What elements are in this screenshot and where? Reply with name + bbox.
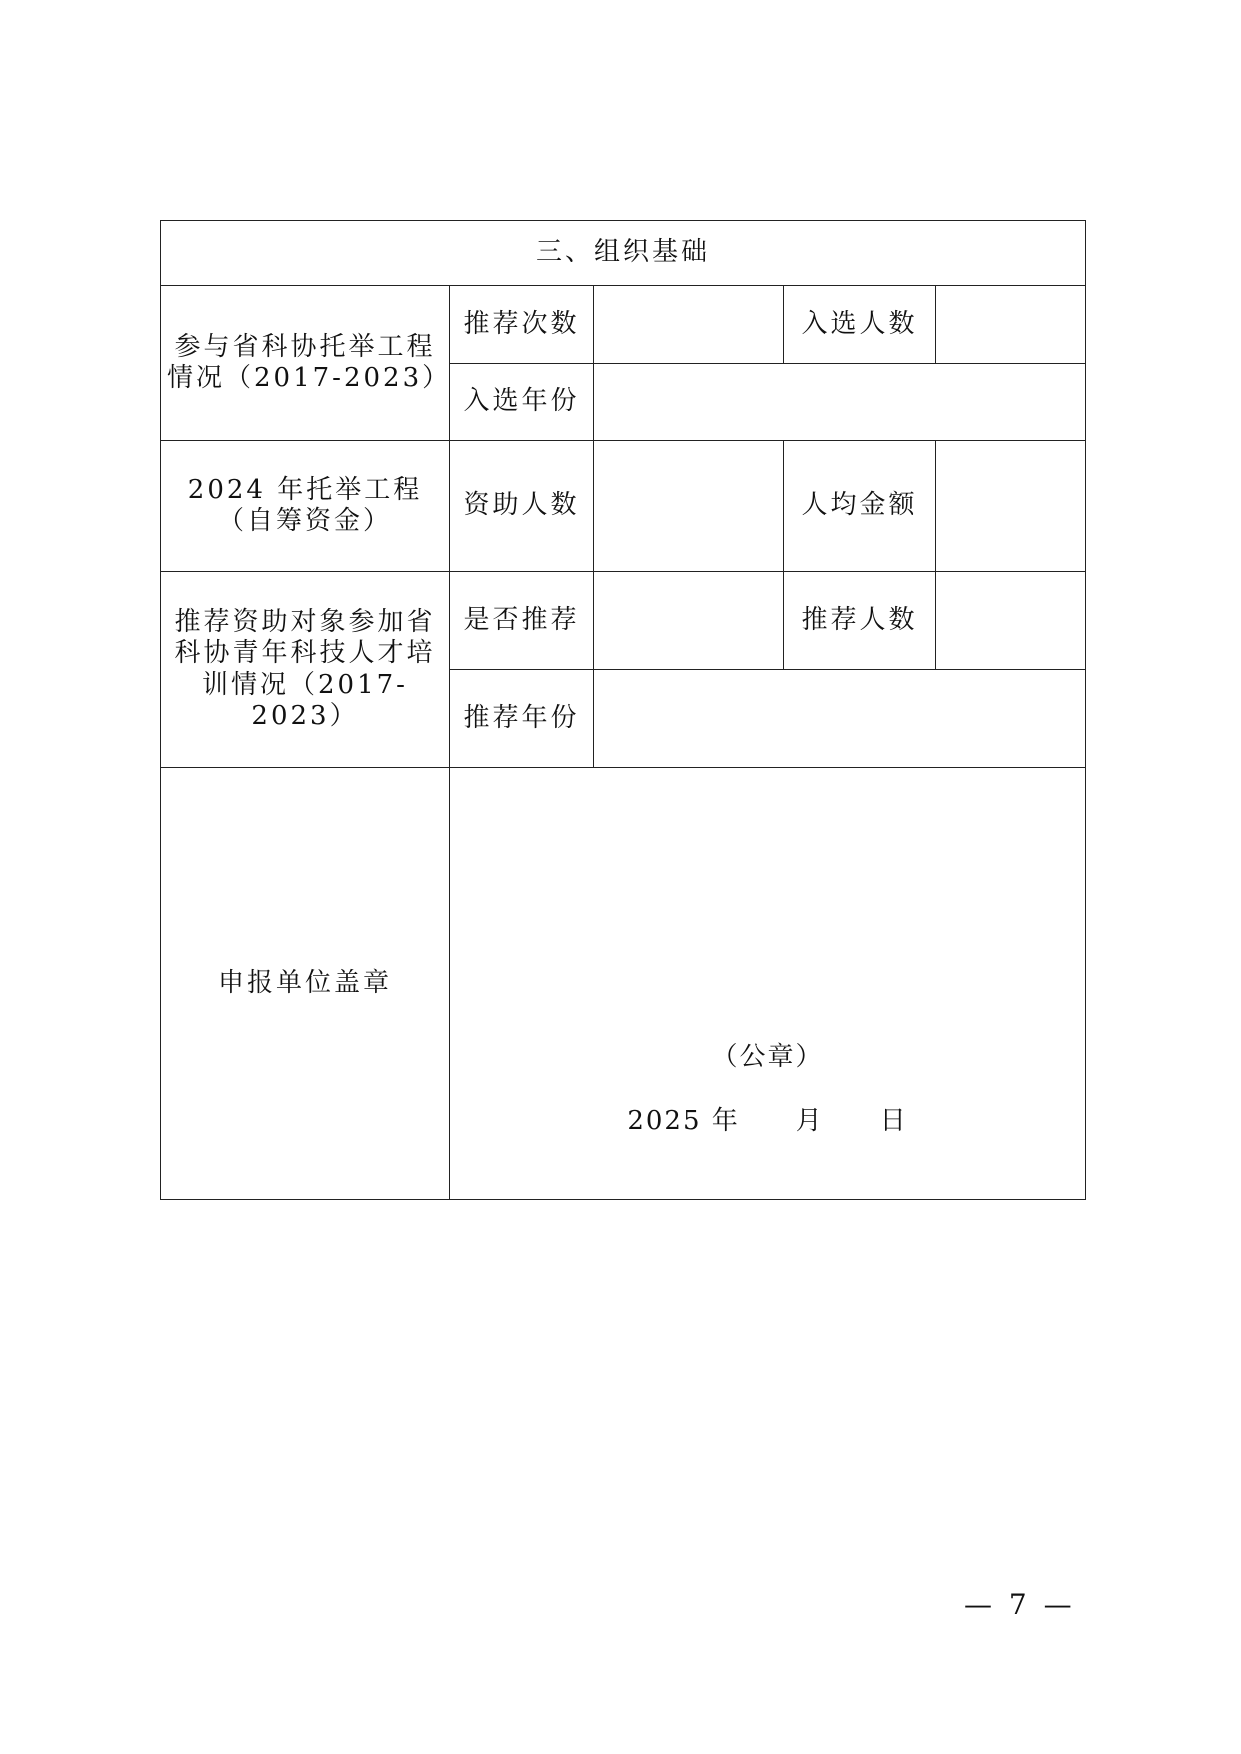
recommended-year-label: 推荐年份: [450, 670, 594, 768]
participation-label-line1: 参与省科协托举工程: [174, 331, 436, 362]
selected-year-field[interactable]: [594, 364, 1086, 441]
recommend-count-label: 推荐次数: [450, 286, 594, 364]
funded-people-label: 资助人数: [450, 441, 594, 572]
training-label-line3: 训情况（2017-2023）: [202, 669, 408, 731]
training-label: [161, 572, 450, 768]
page-number: — 7 —: [964, 1588, 1076, 1621]
participation-label: [161, 286, 450, 441]
per-capita-field[interactable]: [936, 441, 1086, 572]
per-capita-label: 人均金额: [784, 441, 936, 572]
selected-people-field[interactable]: [936, 286, 1086, 364]
training-label-line2: 科协青年科技人才培: [174, 638, 436, 669]
seal-label: 申报单位盖章: [161, 768, 450, 1200]
organization-basis-table: [160, 220, 1086, 1200]
participation-label-line2: 情况（2017-2023）: [167, 363, 452, 393]
recommended-field[interactable]: [594, 572, 784, 670]
funded-people-field[interactable]: [594, 441, 784, 572]
recommended-year-field[interactable]: [594, 670, 1086, 768]
funding-2024-label: [161, 441, 450, 572]
funding-2024-label-line1: 2024 年托举工程: [187, 474, 423, 505]
recommended-label: 是否推荐: [450, 572, 594, 670]
seal-date: 2025 年 月 日: [627, 1106, 908, 1136]
selected-people-label: 入选人数: [784, 286, 936, 364]
selected-year-label: 入选年份: [450, 364, 594, 441]
training-label-line1: 推荐资助对象参加省: [174, 607, 436, 638]
funding-2024-label-line2: （自筹资金）: [217, 506, 392, 536]
seal-area[interactable]: [450, 768, 1086, 1200]
recommended-people-label: 推荐人数: [784, 572, 936, 670]
recommended-people-field[interactable]: [936, 572, 1086, 670]
recommend-count-field[interactable]: [594, 286, 784, 364]
section-title: 三、组织基础: [161, 221, 1086, 286]
official-seal-text: （公章）: [711, 1042, 824, 1072]
